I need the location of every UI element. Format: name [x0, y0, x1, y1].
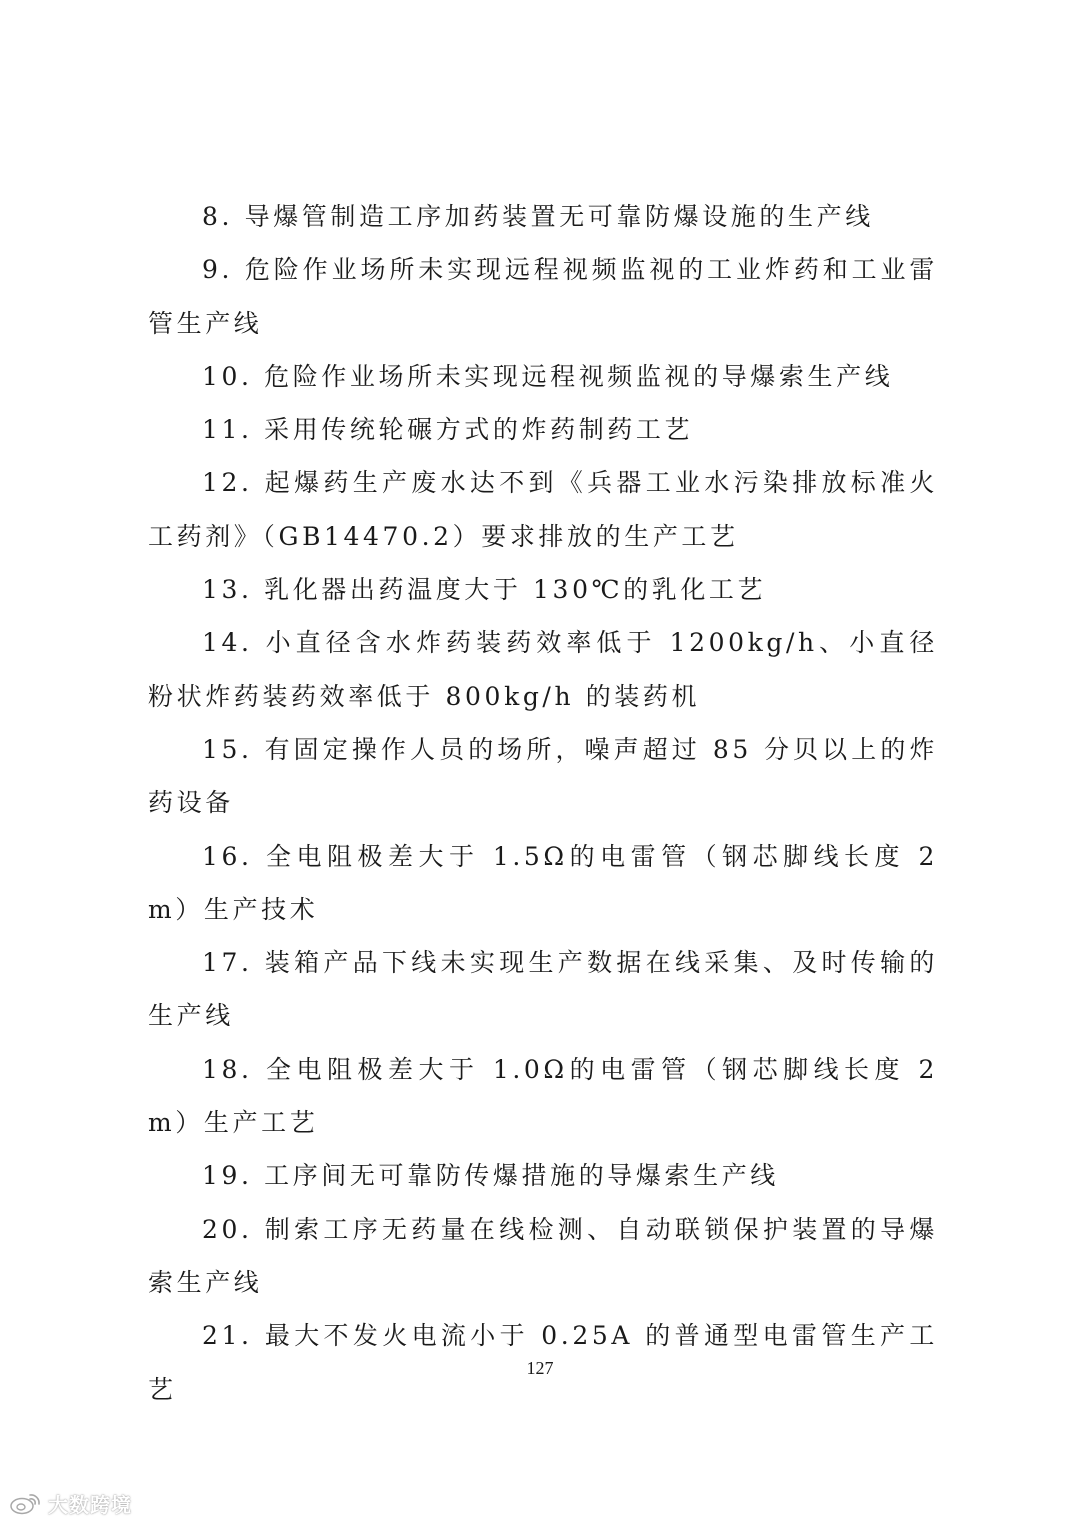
list-item: 17. 装箱产品下线未实现生产数据在线采集、及时传输的生产线 [148, 948, 938, 1031]
page-number: 127 [526, 1358, 554, 1378]
list-item: 13. 乳化器出药温度大于 130℃的乳化工艺 [202, 575, 767, 605]
list-item: 9. 危险作业场所未实现远程视频监视的工业炸药和工业雷管生产线 [148, 255, 938, 338]
document-body [148, 190, 938, 1416]
list-item: 14. 小直径含水炸药装药效率低于 1200kg/h、小直径粉状炸药装药效率低于 800kg/h 的装药机 [148, 628, 938, 711]
list-item: 18. 全电阻极差大于 1.0Ω的电雷管（钢芯脚线长度 2m）生产工艺 [148, 1054, 938, 1138]
watermark [8, 1488, 132, 1518]
list-item: 11. 采用传统轮碾方式的炸药制药工艺 [202, 415, 694, 445]
watermark-text: 大数跨境 [48, 1492, 132, 1517]
list-item: 15. 有固定操作人员的场所，噪声超过 85 分贝以上的炸药设备 [148, 734, 938, 818]
weibo-logo-icon [8, 1491, 42, 1515]
list-item: 8. 导爆管制造工序加药装置无可靠防爆设施的生产线 [202, 202, 874, 231]
list-item: 20. 制索工序无药量在线检测、自动联锁保护装置的导爆索生产线 [148, 1214, 938, 1297]
list-item: 19. 工序间无可靠防传爆措施的导爆索生产线 [202, 1161, 779, 1191]
list-item: 12. 起爆药生产废水达不到《兵器工业水污染排放标准火工药剂》（GB14470.2）要求排放的生产工艺 [148, 468, 938, 551]
list-item: 16. 全电阻极差大于 1.5Ω的电雷管（钢芯脚线长度 2m）生产技术 [148, 841, 938, 924]
list-item: 10. 危险作业场所未实现远程视频监视的导爆索生产线 [202, 361, 894, 391]
list-item: 21. 最大不发火电流小于 0.25A 的普通型电雷管生产工艺 [148, 1321, 938, 1404]
